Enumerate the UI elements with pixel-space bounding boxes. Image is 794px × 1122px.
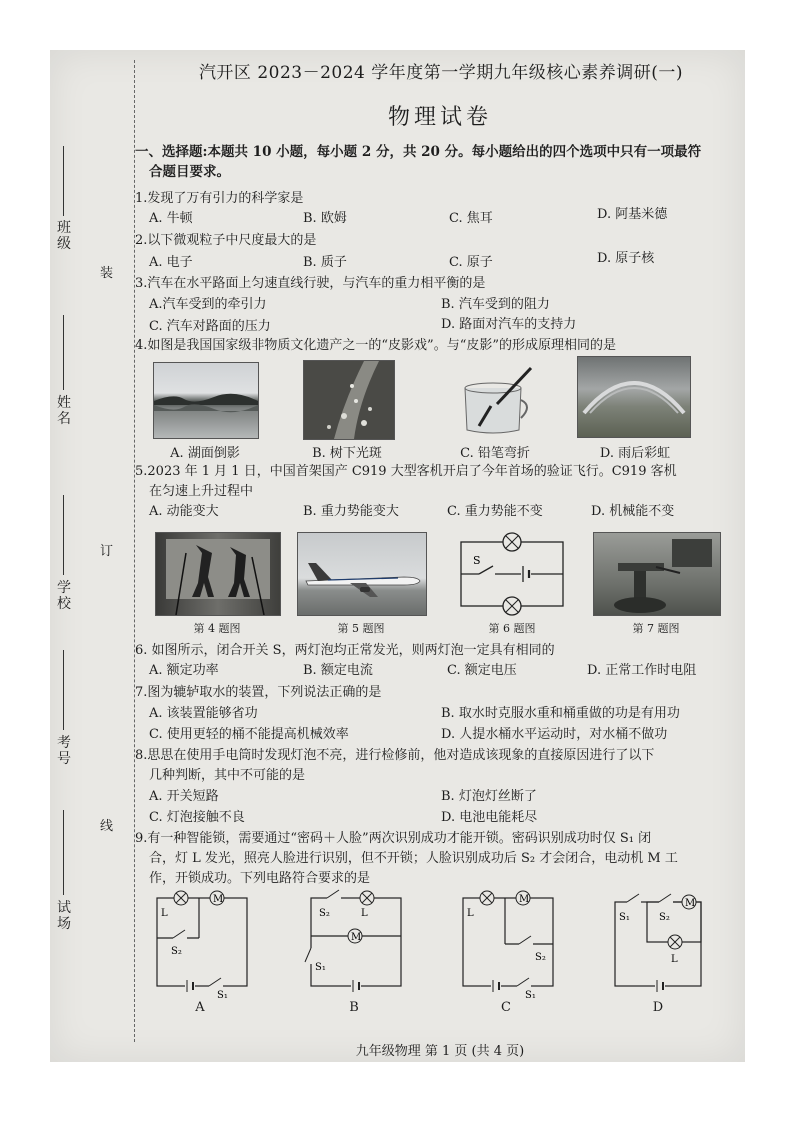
svg-text:L: L xyxy=(467,908,474,919)
binding-mark-ding: 订 xyxy=(100,544,114,559)
photo-c919-airplane xyxy=(297,532,427,616)
q9-option-d: D xyxy=(652,1000,664,1015)
svg-text:S₂: S₂ xyxy=(535,952,546,963)
exam-subject: 物理试卷 xyxy=(387,105,492,130)
q8-option-d: D. 电池电能耗尽 xyxy=(441,810,538,825)
q2-option-c: C. 原子 xyxy=(449,255,493,270)
q9-stem-line1: 9.有一种智能锁，需要通过“密码＋人脸”两次识别成功才能开锁。密码识别成功时仅 S₁ 闭 xyxy=(135,831,652,846)
q8-stem-line1: 8.思思在使用手电筒时发现灯泡不亮，进行检修前，他对造成该现象的直接原因进行了以下 xyxy=(135,748,655,763)
q5-option-d: D. 机械能不变 xyxy=(591,504,675,519)
caption-fig6: 第 6 题图 xyxy=(488,622,536,635)
page-footer: 九年级物理 第 1 页 (共 4 页) xyxy=(355,1044,525,1059)
fill-line-school xyxy=(63,495,64,575)
q9-stem-line2: 合，灯 L 发光，照亮人脸进行识别，但不开锁；人脸识别成功后 S₂ 才会闭合，电动机 M 工 xyxy=(149,851,678,866)
q1-option-b: B. 欧姆 xyxy=(303,211,347,226)
svg-text:S₁: S₁ xyxy=(315,962,326,973)
circuit-q9-b xyxy=(299,888,409,998)
svg-text:S₂: S₂ xyxy=(659,912,670,923)
q1-option-c: C. 焦耳 xyxy=(449,211,493,226)
svg-text:M: M xyxy=(685,898,696,909)
photo-lake-reflection xyxy=(153,362,259,439)
q2-option-b: B. 质子 xyxy=(303,255,347,270)
label-school: 学校 xyxy=(57,580,71,612)
svg-text:S₁: S₁ xyxy=(619,912,630,923)
q3-option-a: A.汽车受到的牵引力 xyxy=(149,297,267,312)
q9-stem-line3: 作，开锁成功。下列电路符合要求的是 xyxy=(149,871,371,886)
photo-bent-pencil xyxy=(453,366,537,436)
q6-option-c: C. 额定电压 xyxy=(447,663,517,678)
q6-option-a: A. 额定功率 xyxy=(149,663,219,678)
q5-option-a: A. 动能变大 xyxy=(149,504,219,519)
q9-option-a: A xyxy=(195,1000,205,1015)
q2-option-d: D. 原子核 xyxy=(597,251,655,266)
section-instruction: 一、选择题:本题共 10 小题，每小题 2 分，共 20 分。每小题给出的四个选项中只有一项最符 合题目要求。 xyxy=(135,144,702,180)
fill-line-name xyxy=(63,315,64,390)
circuit-q9-a xyxy=(145,888,255,998)
q1-option-a: A. 牛顿 xyxy=(149,211,193,226)
q6-option-d: D. 正常工作时电阻 xyxy=(587,663,697,678)
q8-option-c: C. 灯泡接触不良 xyxy=(149,810,245,825)
q3-option-d: D. 路面对汽车的支持力 xyxy=(441,317,577,332)
q2-stem: 2.以下微观粒子中尺度最大的是 xyxy=(135,233,317,248)
q3-option-b: B. 汽车受到的阻力 xyxy=(441,297,550,312)
fill-line-exam-room xyxy=(63,810,64,895)
circuit-q6-switch-label: S xyxy=(473,554,481,567)
exam-sheet xyxy=(50,50,745,1062)
q6-option-b: B. 额定电流 xyxy=(303,663,373,678)
svg-text:M: M xyxy=(351,932,362,943)
circuit-q9-d xyxy=(603,888,713,998)
caption-fig5: 第 5 题图 xyxy=(337,622,385,635)
fill-line-exam-id xyxy=(63,650,64,730)
q7-stem: 7.图为辘轳取水的装置，下列说法正确的是 xyxy=(135,685,382,700)
circuit-q9-c xyxy=(451,888,561,998)
fill-line-class xyxy=(63,146,64,216)
binding-margin xyxy=(50,50,135,1062)
q2-option-a: A. 电子 xyxy=(149,255,193,270)
q8-option-a: A. 开关短路 xyxy=(149,789,219,804)
q4-stem: 4.如图是我国国家级非物质文化遗产之一的“皮影戏”。与“皮影”的形成原理相同的是 xyxy=(135,338,616,353)
q3-stem: 3.汽车在水平路面上匀速直线行驶，与汽车的重力相平衡的是 xyxy=(135,276,486,291)
caption-fig7: 第 7 题图 xyxy=(632,622,680,635)
q8-option-b: B. 灯泡灯丝断了 xyxy=(441,789,537,804)
label-exam-room: 试场 xyxy=(57,900,71,932)
q9-option-c: C xyxy=(501,1000,511,1015)
q4-option-b: B. 树下光斑 xyxy=(312,446,382,461)
svg-text:S₂: S₂ xyxy=(319,908,330,919)
q9-option-b: B xyxy=(349,1000,359,1015)
label-class: 班级 xyxy=(57,220,71,252)
svg-text:L: L xyxy=(671,954,678,965)
binding-mark-zhuang: 装 xyxy=(100,266,114,281)
photo-light-spots xyxy=(303,360,395,440)
photo-rainbow xyxy=(577,356,691,438)
q7-option-b: B. 取水时克服水重和桶重做的功是有用功 xyxy=(441,706,680,721)
q7-option-d: D. 人提水桶水平运动时，对水桶不做功 xyxy=(441,727,668,742)
photo-windlass xyxy=(593,532,721,616)
q5-option-b: B. 重力势能变大 xyxy=(303,504,399,519)
svg-text:S₁: S₁ xyxy=(525,990,536,998)
exam-title: 汽开区 2023－2024 学年度第一学期九年级核心素养调研(一) xyxy=(198,63,684,83)
q3-option-c: C. 汽车对路面的压力 xyxy=(149,319,271,334)
q8-stem-line2: 几种判断，其中不可能的是 xyxy=(149,768,306,783)
q6-stem: 6. 如图所示，闭合开关 S，两灯泡均正常发光，则两灯泡一定具有相同的 xyxy=(135,643,555,658)
svg-text:M: M xyxy=(213,894,224,905)
q7-option-a: A. 该装置能够省功 xyxy=(149,706,258,721)
binding-mark-xian: 线 xyxy=(100,819,114,834)
q1-stem: 1.发现了万有引力的科学家是 xyxy=(135,191,304,206)
caption-fig4: 第 4 题图 xyxy=(193,622,241,635)
svg-text:M: M xyxy=(519,894,530,905)
svg-text:L: L xyxy=(161,908,168,919)
q4-option-a: A. 湖面倒影 xyxy=(170,446,240,461)
circuit-q6 xyxy=(443,528,581,620)
page-content xyxy=(135,50,745,1062)
svg-text:S₂: S₂ xyxy=(171,946,182,957)
q4-option-d: D. 雨后彩虹 xyxy=(599,446,671,461)
svg-text:L: L xyxy=(361,908,368,919)
q7-option-c: C. 使用更轻的桶不能提高机械效率 xyxy=(149,727,349,742)
photo-shadow-puppet xyxy=(155,532,281,616)
q4-option-c: C. 铅笔弯折 xyxy=(460,446,530,461)
label-exam-id: 考号 xyxy=(57,735,71,767)
q5-option-c: C. 重力势能不变 xyxy=(447,504,543,519)
q5-stem-line1: 5.2023 年 1 月 1 日，中国首架国产 C919 大型客机开启了今年首场的验证飞行。C919 客机 xyxy=(135,464,677,479)
q1-option-d: D. 阿基米德 xyxy=(597,207,668,222)
label-name: 姓名 xyxy=(57,395,71,427)
q5-stem-line2: 在匀速上升过程中 xyxy=(149,484,254,499)
svg-text:S₁: S₁ xyxy=(217,990,228,998)
